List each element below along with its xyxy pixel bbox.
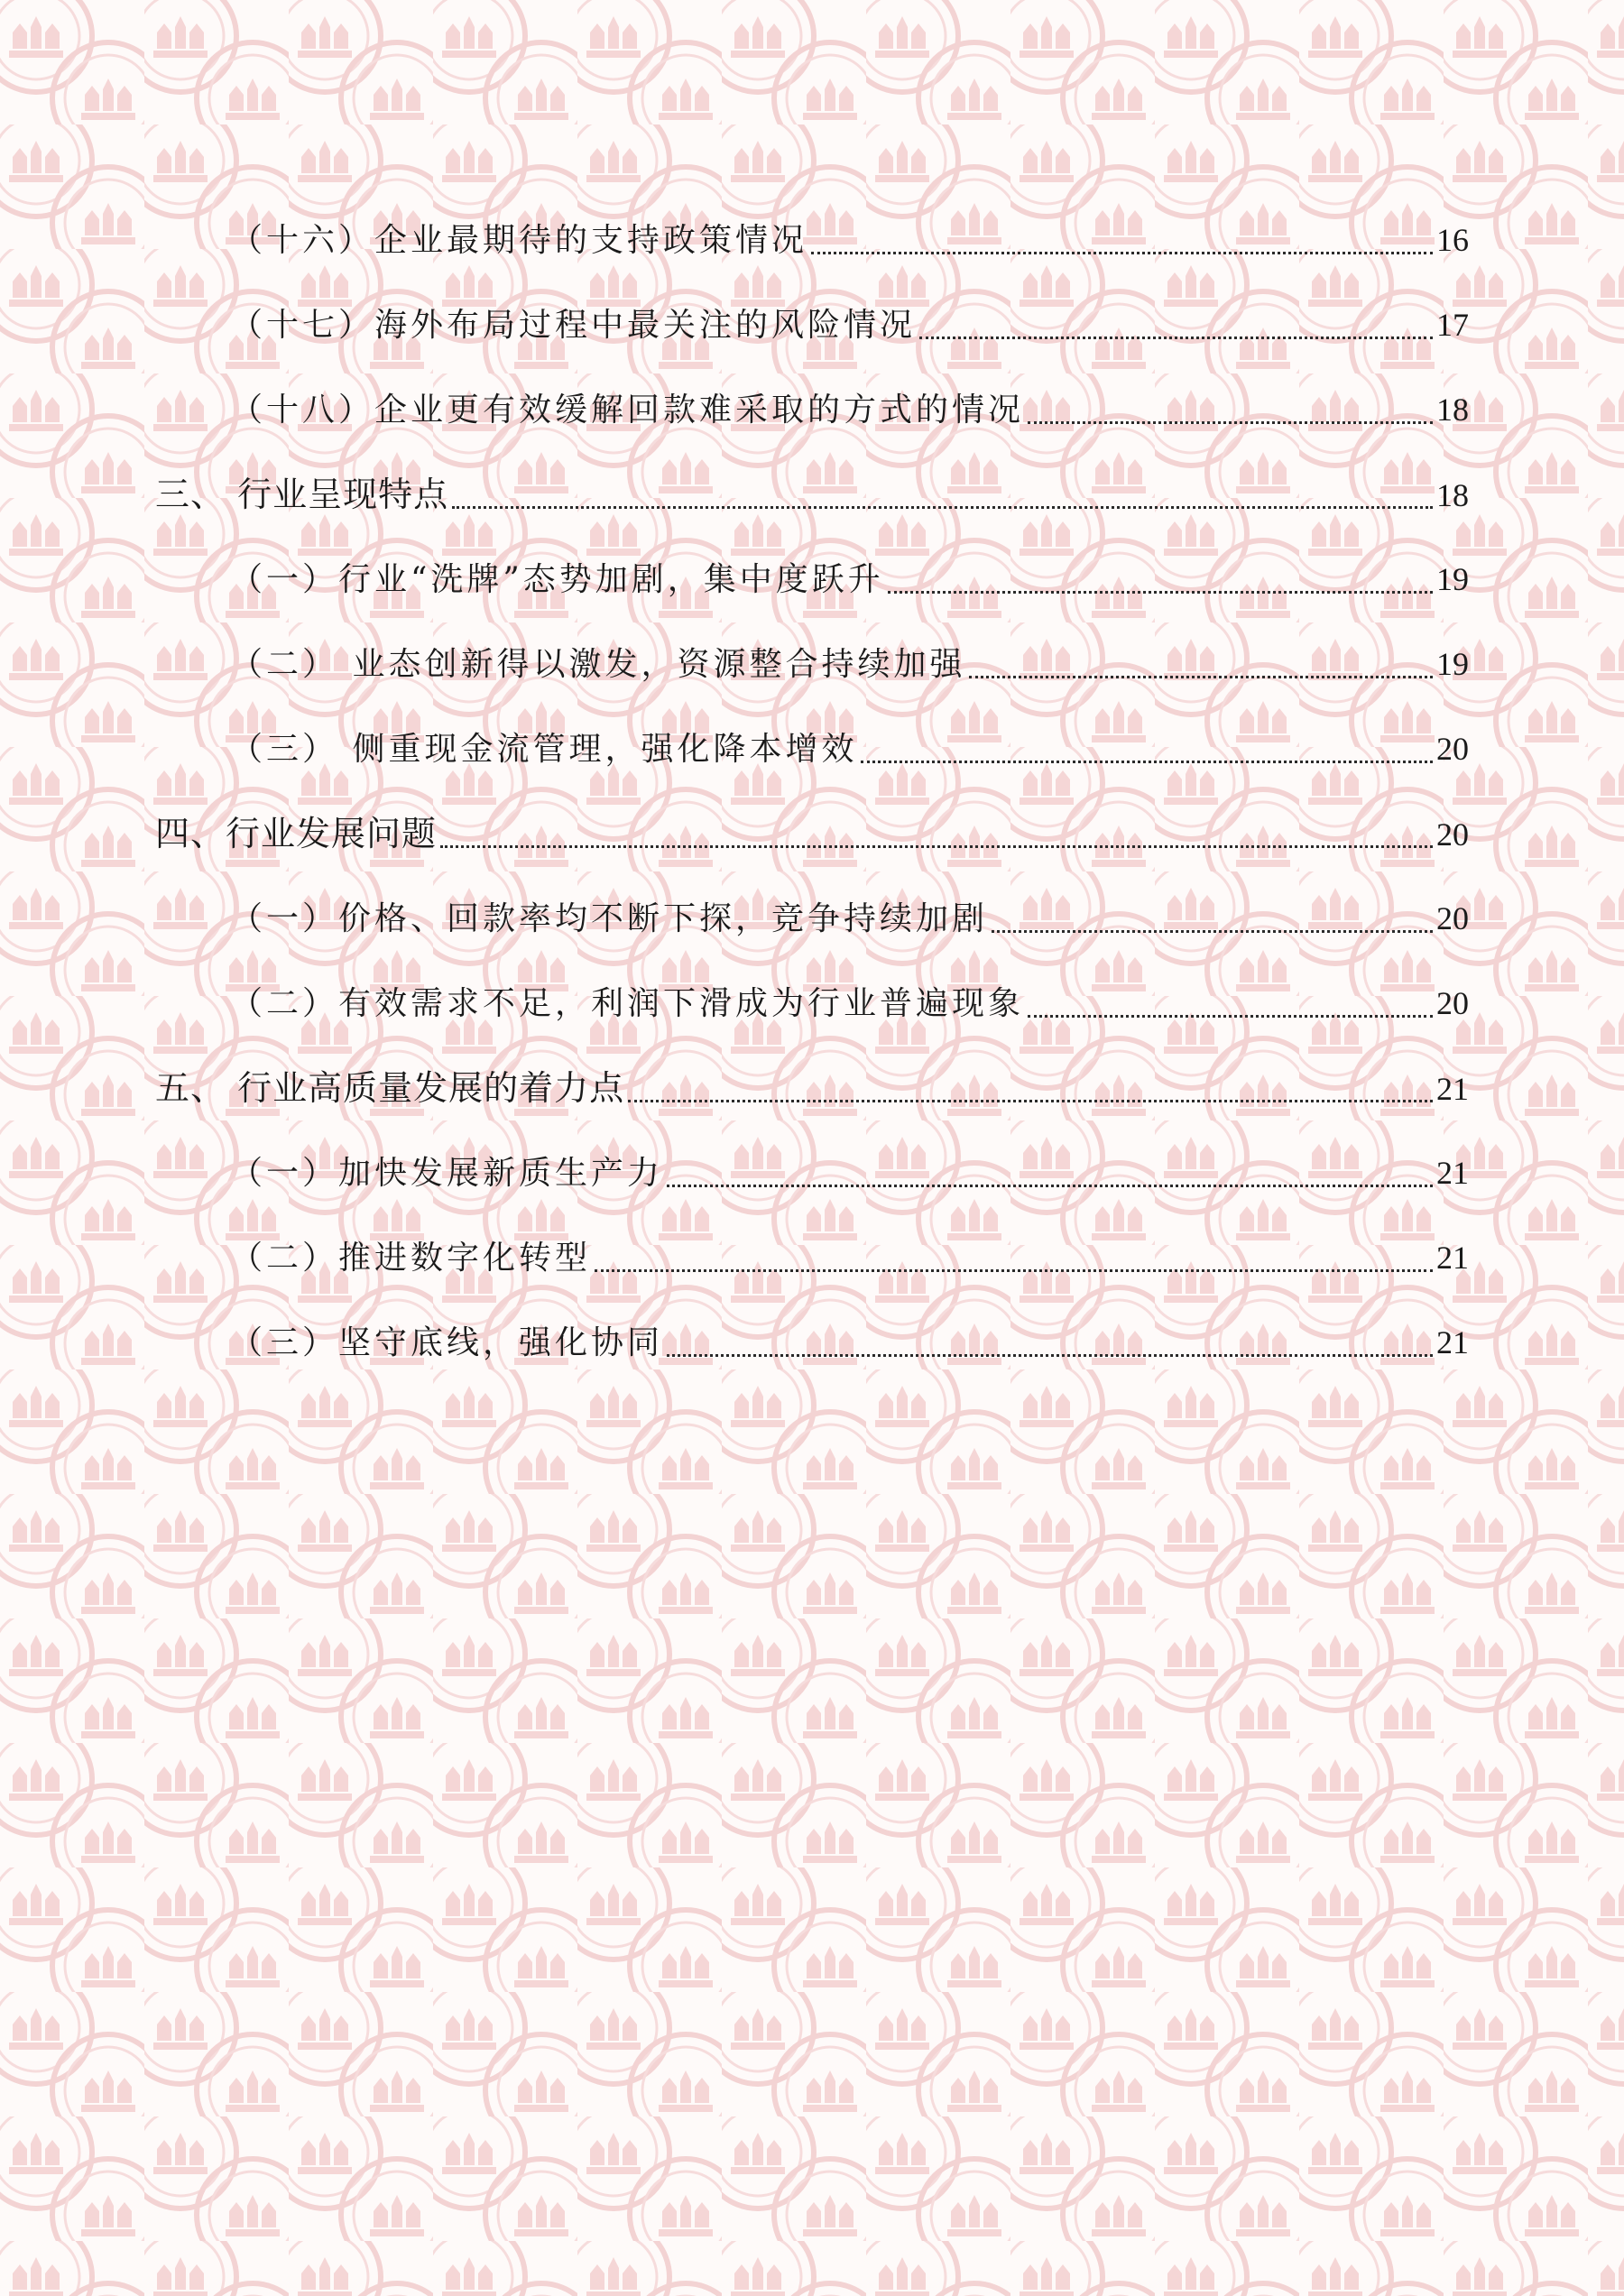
- toc-leader-dots: [452, 506, 1433, 509]
- toc-entry-3-1[interactable]: [230, 552, 1469, 606]
- toc-page-number: 21: [1436, 1071, 1469, 1107]
- toc-entry-title: （三）坚守底线，强化协同: [230, 1324, 664, 1361]
- toc-page-number: 21: [1436, 1155, 1469, 1191]
- toc-leader-dots: [1028, 421, 1433, 424]
- toc-entry-title: （十七）海外布局过程中最关注的风险情况: [230, 307, 917, 344]
- toc-entry-title: （二）有效需求不足，利润下滑成为行业普遍现象: [230, 985, 1025, 1022]
- toc-entry-5-2[interactable]: [230, 1231, 1469, 1285]
- toc-entry-title: （一）价格、回款率均不断下探，竞争持续加剧: [230, 900, 989, 937]
- toc-leader-dots: [811, 252, 1433, 254]
- toc-leader-dots: [919, 337, 1433, 339]
- toc-entry-title: （十六）企业最期待的支持政策情况: [230, 222, 808, 259]
- toc-entry-title: （一）加快发展新质生产力: [230, 1155, 664, 1192]
- toc-entry-title: （十八）企业更有效缓解回款难采取的方式的情况: [230, 392, 1025, 429]
- toc-leader-dots: [667, 1354, 1433, 1357]
- toc-page-number: 20: [1436, 816, 1469, 853]
- toc-page-number: 20: [1436, 731, 1469, 767]
- toc-leader-dots: [440, 845, 1433, 848]
- toc-page-number: 17: [1436, 307, 1469, 343]
- toc-section-5[interactable]: [155, 1061, 1469, 1115]
- toc-entry-5-1[interactable]: [230, 1146, 1469, 1200]
- toc-leader-dots: [861, 761, 1433, 763]
- toc-page-number: 20: [1436, 985, 1469, 1021]
- toc-entry-4-2[interactable]: [230, 976, 1469, 1030]
- toc-page-number: 19: [1436, 561, 1469, 597]
- toc-leader-dots: [667, 1185, 1433, 1187]
- toc-leader-dots: [595, 1269, 1433, 1272]
- toc-page-number: 18: [1436, 477, 1469, 513]
- toc-section-3[interactable]: [155, 467, 1469, 521]
- toc-entry-title: （二） 业态创新得以激发，资源整合持续加强: [230, 646, 966, 683]
- toc-section-title: 五、 行业高质量发展的着力点: [155, 1068, 625, 1108]
- toc-entry-title: （三） 侧重现金流管理，强化降本增效: [230, 731, 858, 768]
- toc-leader-dots: [888, 591, 1433, 594]
- toc-section-title: 四、行业发展问题: [155, 814, 438, 853]
- toc-page-number: 19: [1436, 646, 1469, 682]
- toc-section-title: 三、 行业呈现特点: [155, 475, 449, 514]
- toc-page-number: 21: [1436, 1324, 1469, 1360]
- toc-page-number: 18: [1436, 392, 1469, 428]
- toc-entry-17[interactable]: [230, 298, 1469, 352]
- toc-entry-4-1[interactable]: [230, 891, 1469, 945]
- toc-page-number: 20: [1436, 900, 1469, 936]
- toc-entry-title: （二）推进数字化转型: [230, 1240, 592, 1277]
- toc-leader-dots: [1028, 1015, 1433, 1018]
- toc-entry-16[interactable]: [230, 213, 1469, 267]
- toc-leader-dots: [969, 676, 1433, 678]
- toc-entry-18[interactable]: [230, 383, 1469, 437]
- toc-page-number: 21: [1436, 1240, 1469, 1276]
- toc-leader-dots: [628, 1100, 1433, 1102]
- toc-entry-3-2[interactable]: [230, 637, 1469, 691]
- toc-leader-dots: [992, 930, 1433, 933]
- toc-section-4[interactable]: [155, 807, 1469, 861]
- toc-entry-5-3[interactable]: [230, 1315, 1469, 1369]
- toc-page-number: 16: [1436, 222, 1469, 258]
- toc-entry-title: （一）行业“洗牌”态势加剧，集中度跃升: [230, 561, 884, 598]
- toc-entry-3-3[interactable]: [230, 722, 1469, 776]
